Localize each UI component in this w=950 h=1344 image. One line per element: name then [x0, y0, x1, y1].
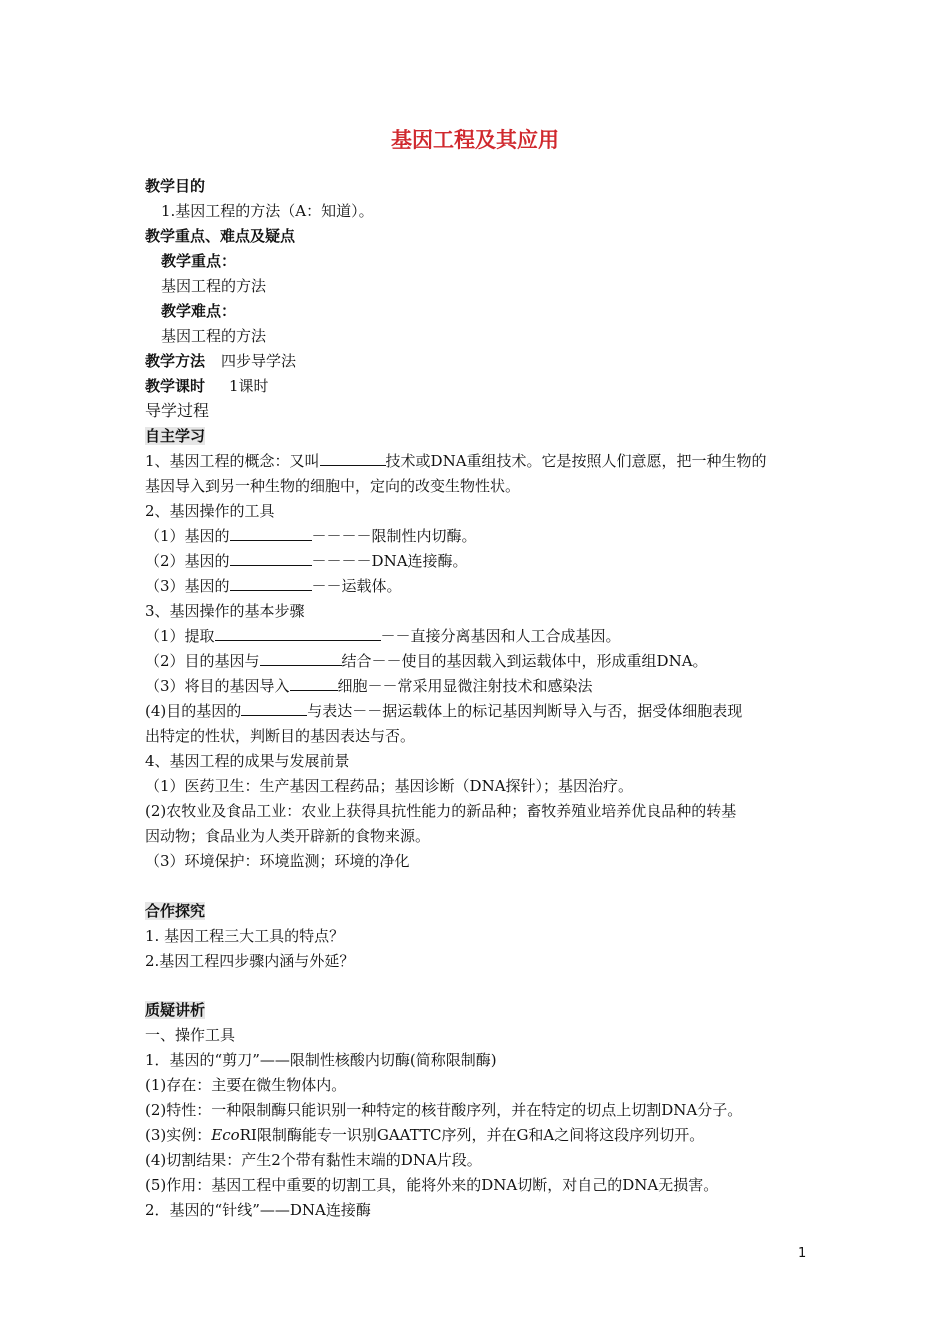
tool-1: （1）基因的 －－－－限制性内切酶。 [145, 527, 477, 545]
method-row [145, 350, 296, 372]
page-number: 1 [798, 1246, 807, 1261]
analysis-point-3: (3)实例：EcoRⅠ限制酶能专一识别GAATTC序列，并在G和A之间将这段序列切开。 [145, 1126, 705, 1144]
analysis-point-4: (4)切割结果：产生2个带有黏性末端的DNA片段。 [145, 1151, 482, 1169]
result-3: （3）环境保护：环境监测；环境的净化 [145, 852, 410, 870]
blank-line [260, 650, 342, 666]
analysis-point-1: (1)存在：主要在微生物体内。 [145, 1076, 347, 1094]
results-heading: 4、基因工程的成果与发展前景 [145, 752, 350, 770]
analysis-item-1: 1．基因的“剪刀”——限制性核酸内切酶(简称限制酶) [145, 1051, 497, 1069]
blank-line [241, 700, 307, 716]
analysis-section: 一、操作工具 [145, 1026, 236, 1044]
hours-row [145, 375, 269, 397]
result-2: (2)农牧业及食品工业：农业上获得具抗性能力的新品种；畜牧养殖业培养优良品种的转基 [145, 802, 737, 820]
page-title: 基因工程及其应用 [391, 128, 559, 152]
analysis-item-2: 2．基因的“针线”——DNA连接酶 [145, 1201, 371, 1219]
step-2: （2）目的基因与 结合－－使目的基因载入到运载体中，形成重组DNA。 [145, 652, 708, 670]
key-point-label: 教学重点： [161, 252, 237, 270]
difficulty-label: 教学难点： [161, 302, 237, 320]
coop-heading: 合作探究 [145, 902, 206, 920]
blank-line [290, 675, 338, 691]
step-4-cont: 出特定的性状，判断目的基因表达与否。 [145, 727, 416, 745]
blank-line [230, 525, 312, 541]
tool-3: （3）基因的 －－运载体。 [145, 577, 402, 595]
tools-heading: 2、基因操作的工具 [145, 502, 275, 520]
concept-line-2: 基因导入到另一种生物的细胞中，定向的改变生物性状。 [145, 477, 521, 495]
blank-line [320, 450, 386, 466]
method-label: 教学方法 [145, 352, 206, 370]
concept-line-1: 1、基因工程的概念：又叫 技术或DNA重组技术。它是按照人们意愿，把一种生物的 [145, 452, 767, 470]
blank-line [230, 550, 312, 566]
analysis-heading: 质疑讲析 [145, 1001, 206, 1019]
analysis-point-5: (5)作用：基因工程中重要的切割工具，能将外来的DNA切断，对自己的DNA无损害。 [145, 1176, 719, 1194]
key-heading: 教学重点、难点及疑点 [145, 227, 296, 245]
blank-line [215, 625, 381, 641]
step-3: （3）将目的基因导入 细胞－－常采用显微注射技术和感染法 [145, 677, 593, 695]
analysis-point-2: (2)特性：一种限制酶只能识别一种特定的核苷酸序列，并在特定的切点上切割DNA分子。 [145, 1101, 743, 1119]
key-point-text: 基因工程的方法 [161, 277, 267, 295]
result-1: （1）医药卫生：生产基因工程药品；基因诊断（DNA探针）；基因治疗。 [145, 777, 634, 795]
difficulty-text: 基因工程的方法 [161, 327, 267, 345]
blank-line [230, 575, 312, 591]
goal-heading: 教学目的 [145, 177, 206, 195]
step-1: （1）提取 －－直接分离基因和人工合成基因。 [145, 627, 621, 645]
goal-item: 1.基因工程的方法（A：知道）。 [161, 202, 374, 220]
result-2-cont: 因动物；食品业为人类开辟新的食物来源。 [145, 827, 431, 845]
step-4: (4)目的基因的 与表达－－据运载体上的标记基因判断导入与否，据受体细胞表现 [145, 702, 743, 720]
steps-heading: 3、基因操作的基本步骤 [145, 602, 305, 620]
hours-value: 1课时 [229, 377, 269, 395]
hours-label: 教学课时 [145, 377, 206, 395]
coop-question-2: 2.基因工程四步骤内涵与外延？ [145, 952, 355, 970]
self-study-heading: 自主学习 [145, 427, 206, 445]
method-value: 四步导学法 [221, 352, 297, 370]
coop-question-1: 1. 基因工程三大工具的特点？ [145, 927, 345, 945]
process-label: 导学过程 [145, 401, 210, 420]
tool-2: （2）基因的 －－－－DNA连接酶。 [145, 552, 468, 570]
